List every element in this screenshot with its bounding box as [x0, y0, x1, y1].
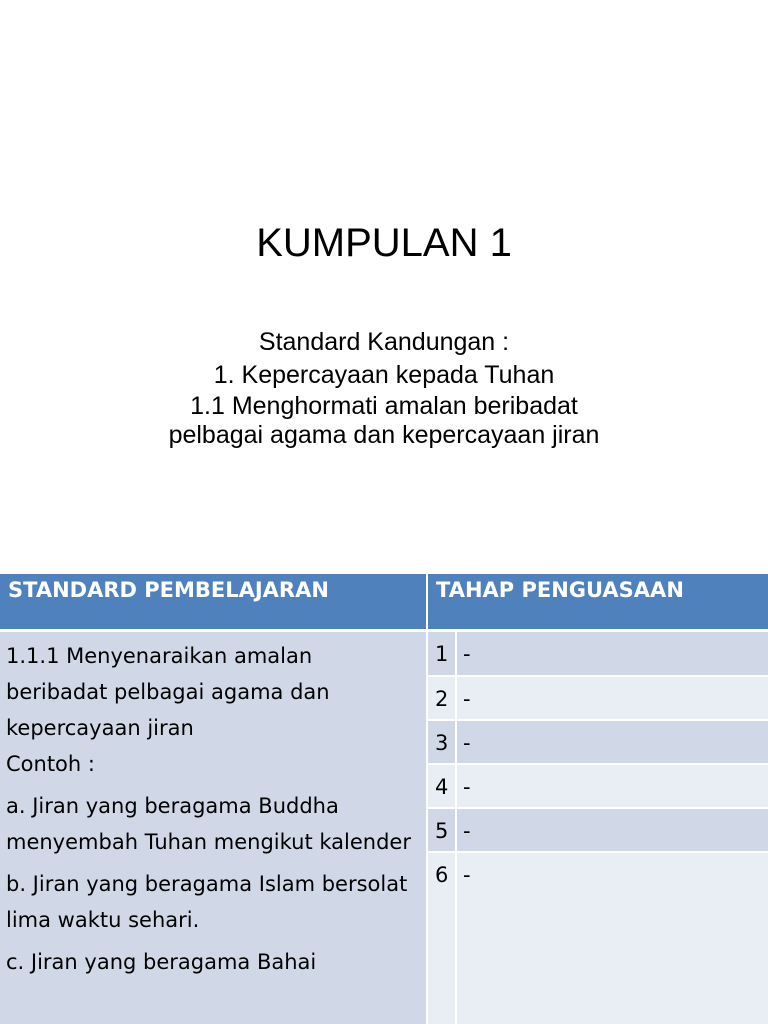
- learning-standard-cell: [0, 632, 426, 1024]
- level-row: [428, 721, 768, 763]
- level-description: -: [463, 687, 471, 711]
- learning-standard-intro: 1.1.1 Menyenaraikan amalan beribadat pelbagai agama dan kepercayaan jiran: [6, 644, 330, 740]
- example-item: c. Jiran yang beragama Bahai: [6, 950, 317, 974]
- level-description: -: [463, 775, 471, 799]
- level-row: [428, 853, 768, 1024]
- example-item: a. Jiran yang beragama Buddha menyembah Tuhan mengikut kalender: [6, 794, 411, 854]
- level-row: [428, 765, 768, 807]
- standards-table: [0, 574, 768, 1024]
- level-number: 3: [435, 731, 449, 755]
- level-description: -: [463, 731, 471, 755]
- level-row: [428, 677, 768, 719]
- subtitle-line: Standard Kandungan :: [258, 328, 510, 356]
- level-row: [428, 809, 768, 851]
- header-standard-pembelajaran: STANDARD PEMBELAJARAN: [0, 574, 426, 629]
- mastery-levels: [428, 632, 768, 1024]
- subtitle-line: pelbagai agama dan kepercayaan jiran: [168, 421, 600, 449]
- level-number: 6: [435, 863, 449, 887]
- subtitle-line: 1.1 Menghormati amalan beribadat: [190, 392, 578, 420]
- slide-title: KUMPULAN 1: [256, 221, 512, 265]
- example-item: b. Jiran yang beragama Islam bersolat lima waktu sehari.: [6, 872, 408, 932]
- subtitle-line: 1. Kepercayaan kepada Tuhan: [213, 361, 555, 389]
- level-description: -: [463, 819, 471, 843]
- example-label: Contoh :: [6, 752, 95, 776]
- level-number: 1: [435, 642, 449, 666]
- slide-subtitle: [0, 326, 768, 450]
- header-tahap-penguasaan: TAHAP PENGUASAAN: [428, 574, 768, 629]
- level-number: 2: [435, 687, 449, 711]
- level-number: 4: [435, 775, 449, 799]
- level-row: [428, 632, 768, 675]
- level-description: -: [463, 863, 471, 887]
- level-number: 5: [435, 819, 449, 843]
- level-description: -: [463, 642, 471, 666]
